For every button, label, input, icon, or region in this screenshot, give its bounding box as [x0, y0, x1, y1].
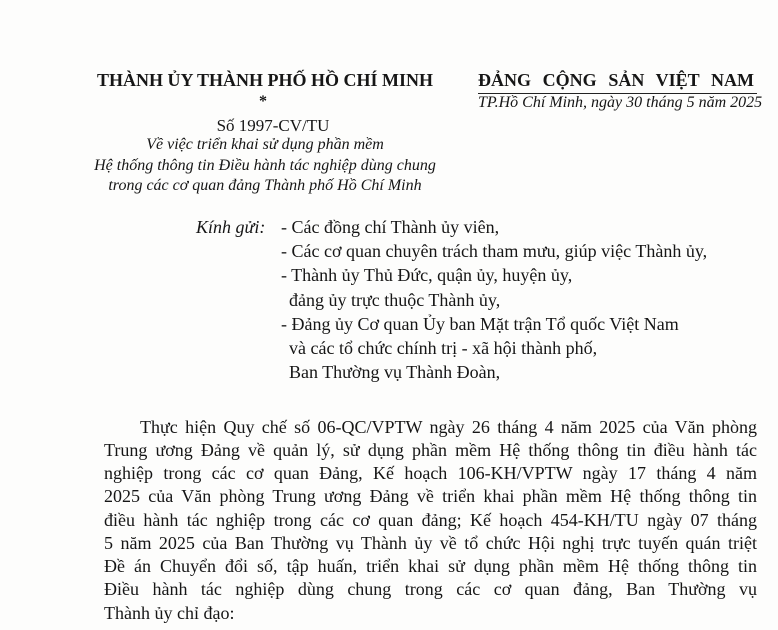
recipient-line: Ban Thường vụ Thành Đoàn, [289, 362, 501, 383]
place-and-date: TP.Hồ Chí Minh, ngày 30 tháng 5 năm 2025 [478, 94, 763, 111]
recipients-label: Kính gửi: [196, 217, 266, 237]
subject-line: trong các cơ quan đảng Thành phố Hồ Chí Minh [108, 177, 422, 194]
paragraph-line: Trung ương Đảng về quản lý, sử dụng phần mềm Hệ thống thông tin điều hành tác [104, 439, 757, 460]
paragraph-line: Đề án Chuyển đổi số, tập huấn, triển khai sử dụng phần mềm Hệ thống thông tin [104, 556, 757, 576]
recipient-line: - Các cơ quan chuyên trách tham mưu, giúp việc Thành ủy, [281, 241, 708, 262]
paragraph-line: 5 năm 2025 của Ban Thường vụ Thành ủy về tổ chức Hội nghị trực tuyến quán triệt [104, 532, 757, 553]
recipients-list [281, 215, 761, 384]
document-subject [80, 135, 450, 197]
paragraph-line: 2025 của Văn phòng Trung ương Đảng về triển khai phần mềm Hệ thống thông tin [104, 486, 757, 507]
paragraph-line: Thành ủy chỉ đạo: [104, 602, 235, 623]
paragraph-line: Thực hiện Quy chế số 06-QC/VPTW ngày 26 tháng 4 năm 2025 của Văn phòng [140, 416, 757, 437]
recipient-line: và các tổ chức chính trị - xã hội thành phố, [289, 337, 598, 358]
recipient-line: - Thành ủy Thủ Đức, quận ủy, huyện ủy, [281, 265, 573, 286]
issuing-organization: THÀNH ỦY THÀNH PHỐ HỒ CHÍ MINH [96, 70, 433, 90]
subject-line: Hệ thống thông tin Điều hành tác nghiệp dùng chung [94, 156, 436, 174]
recipient-line: - Các đồng chí Thành ủy viên, [281, 217, 500, 237]
paragraph-line: Điều hành tác nghiệp dùng chung trong các cơ quan đảng, Ban Thường vụ [104, 579, 757, 600]
paragraph-line: nghiệp trong các cơ quan Đảng, Kế hoạch 106-KH/VPTW ngày 17 tháng 4 năm [104, 463, 757, 483]
recipient-line: đảng ủy trực thuộc Thành ủy, [289, 289, 501, 310]
document-number: Số 1997-CV/TU [216, 116, 330, 135]
header-star: * [259, 93, 267, 110]
paragraph-line: điều hành tác nghiệp trong các cơ quan đảng; Kế hoạch 454-KH/TU ngày 07 tháng [104, 509, 757, 530]
party-heading: ĐẢNG CỘNG SẢN VIỆT NAM [478, 70, 754, 90]
recipient-line: - Đảng ủy Cơ quan Ủy ban Mặt trận Tổ quốc Việt Nam [281, 313, 679, 334]
body-paragraph [104, 416, 757, 625]
subject-line: Về việc triển khai sử dụng phần mềm [146, 136, 384, 153]
